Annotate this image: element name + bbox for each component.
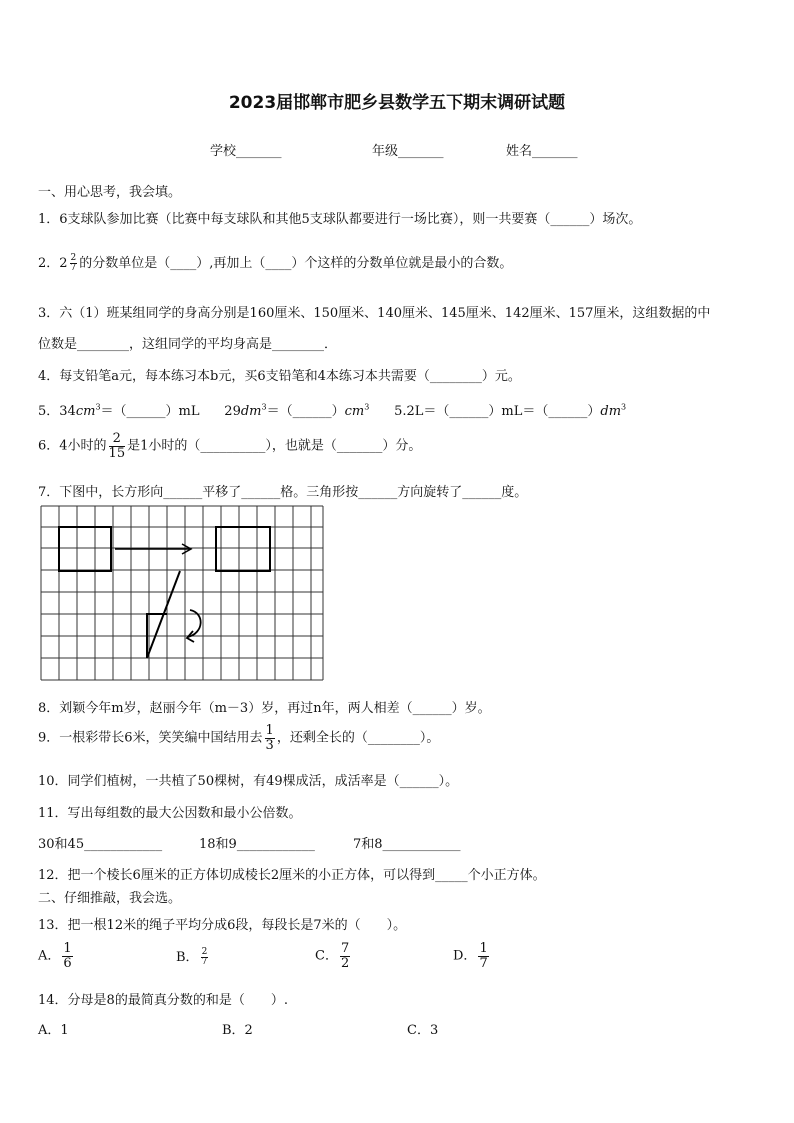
name-field: 姓名_______ [506,144,578,159]
mixed-fraction: $\frac{2}{7}$ [70,252,77,273]
school-field: 学校_______ [210,144,282,159]
q13-option-a: A． $\frac{1}{6}$ [38,941,72,971]
q11-item: 30和45____________ [38,837,163,852]
question-12: 12．把一个棱长6厘米的正方体切成棱长2厘米的小正方体，可以得到_____个小正方体。 [38,868,546,883]
q11-item: 18和9____________ [199,837,315,852]
question-13: 13．把一根12米的绳子平均分成6段，每段长是7米的（ ）。 [38,918,407,933]
q13-option-b: B． $\frac{2}{7}$ [176,946,208,967]
rectangle-moved [216,527,270,571]
question-6: 6．4小时的 $\frac{2}{15}$ 是1小时的（__________），也就是（_______）分。 [38,431,422,461]
question-3-line-2: 位数是________，这组同学的平均身高是________． [38,337,338,352]
question-5: 5．$34cm^3=(\_\_\_\_\_\_)mL$ $29dm^3=(\_\_\_\_\_\_)cm^3$ $5.2L=(\_\_\_\_\_\_)mL=(\_\_\_\_\_\_)dm^3$ [38,402,627,419]
q13-option-c: C． $\frac{7}{2}$ [315,941,350,971]
question-4: 4．每支铅笔a元，每本练习本b元，买6支铅笔和4本练习本共需要（________）元。 [38,369,521,384]
question-14: 14．分母是8的最简真分数的和是（ ）. [38,993,288,1008]
rotation-arrow-icon [187,610,201,642]
q14-option-b: B．2 [222,1023,253,1038]
grid-figure [40,505,325,685]
q13-option-d: D． $\frac{1}{7}$ [453,941,488,971]
question-8: 8．刘颖今年m岁，赵丽今年（m－3）岁，再过n年，两人相差（______）岁。 [38,701,491,716]
page-title: 2023届邯郸市肥乡县数学五下期末调研试题 [228,93,566,113]
question-9: 9．一根彩带长6米，笑笑编中国结用去 $\frac{1}{3}$ ，还剩全长的（________）。 [38,723,440,753]
grade-field: 年级_______ [372,144,444,159]
section-1-heading: 一、用心思考，我会填。 [38,185,182,200]
question-10: 10．同学们植树，一共植了50棵树，有49棵成活，成活率是（______）。 [38,774,459,789]
q14-option-a: A．1 [38,1023,69,1038]
question-2: 2．2 $\frac{2}{7}$ 的分数单位是（____）,再加上（____）个这样的分数单位就是最小的合数。 [38,252,513,273]
q11-item: 7和8____________ [353,837,461,852]
section-2-heading: 二、仔细推敲，我会选。 [38,891,182,906]
translation-arrow [115,544,191,554]
question-11: 11．写出每组数的最大公因数和最小公倍数。 [38,806,302,821]
rectangle-original [59,527,111,571]
question-7: 7．下图中，长方形向______平移了______格。三角形按______方向旋转了______度。 [38,485,528,500]
question-1: 1．6支球队参加比赛（比赛中每支球队和其他5支球队都要进行一场比赛），则一共要赛（______）场次。 [38,212,642,227]
q14-option-c: C．3 [407,1023,439,1038]
question-3-line-1: 3．六（1）班某组同学的身高分别是160厘米、150厘米、140厘米、145厘米、142厘米、157厘米，这组数据的中 [38,306,711,321]
